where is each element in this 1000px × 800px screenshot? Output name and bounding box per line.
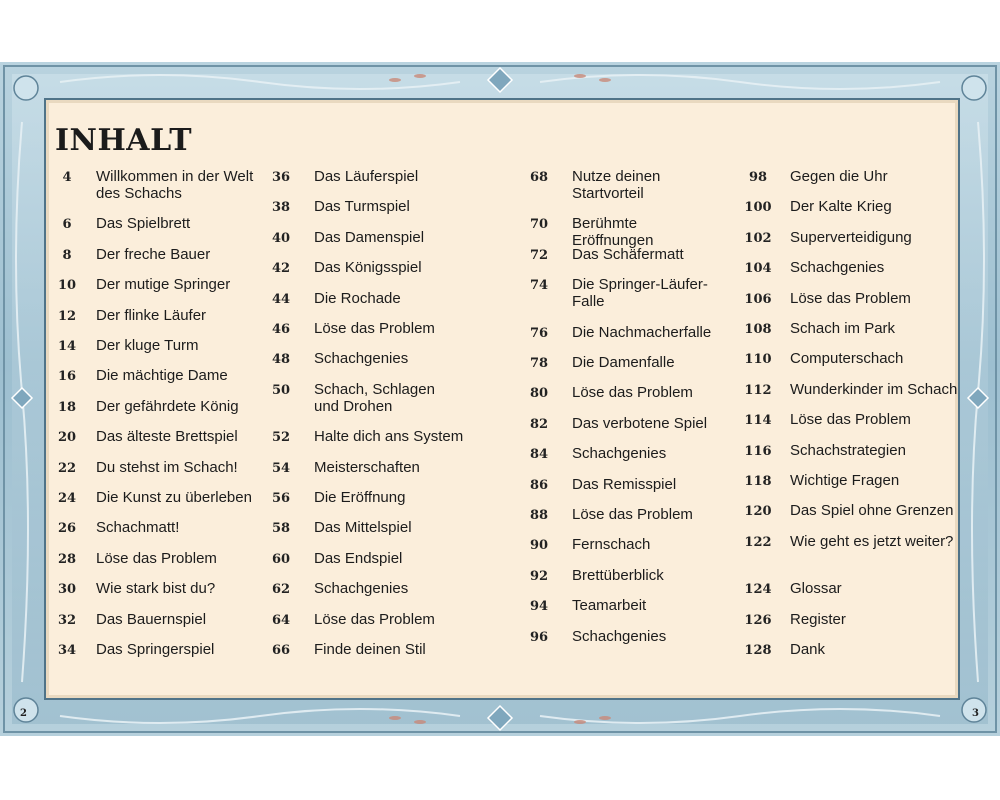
toc-entry[interactable] [270,550,464,567]
toc-entry[interactable] [744,168,960,185]
toc-entry-title: Brettüberblick [572,566,664,584]
toc-entry[interactable] [54,168,256,202]
toc-entry-title: Der mutige Springer [96,276,231,294]
toc-entry[interactable] [528,384,722,401]
toc-entry-title: Löse das Problem [314,610,435,628]
toc-page-number: 114 [744,413,772,429]
toc-page-number: 12 [57,308,77,324]
toc-page-number: 96 [529,629,549,645]
toc-entry[interactable] [528,246,722,263]
toc-page-number: 24 [57,491,77,506]
toc-entry-title: Das Königsspiel [314,259,422,277]
toc-entry-title: Superverteidigung [790,228,912,246]
toc-entry[interactable] [54,276,256,293]
toc-entry-title: Die Damenfalle [572,354,675,371]
toc-page-number: 62 [271,582,291,598]
toc-entry[interactable] [54,307,256,324]
toc-entry-title: Teamarbeit [572,597,647,615]
toc-entry-title: Das Damenspiel [314,228,425,246]
toc-entry[interactable] [270,290,464,307]
toc-page-number: 80 [529,386,549,402]
toc-entry[interactable] [528,415,722,432]
toc-entry-title: Die Nachmacherfalle [572,323,712,341]
toc-entry[interactable] [54,519,256,536]
toc-entry[interactable] [270,428,464,445]
toc-entry-title: Löse das Problem [790,289,911,307]
toc-entry-title: Der Kalte Krieg [790,198,892,216]
toc-entry[interactable] [528,324,722,341]
toc-page-number: 36 [271,170,291,185]
toc-page-number: 72 [529,247,549,263]
toc-entry-title: Meisterschaften [314,458,420,476]
toc-entry[interactable] [270,381,464,415]
toc-entry-title: Schach im Park [790,320,896,337]
toc-entry-title: Das Endspiel [314,549,403,567]
toc-entry[interactable] [744,502,960,519]
toc-entry[interactable] [270,519,464,536]
toc-entry[interactable] [528,168,722,202]
toc-entry[interactable] [528,628,722,645]
toc-entry[interactable] [744,259,960,276]
toc-entry[interactable] [54,246,256,263]
toc-page-number: 116 [744,443,772,459]
toc-entry[interactable] [744,320,960,337]
toc-entry[interactable] [54,398,256,415]
toc-entry[interactable] [744,580,960,597]
toc-entry-title: Das Läuferspiel [314,168,419,185]
toc-page-number: 58 [271,521,291,537]
toc-page-number: 104 [744,261,772,277]
toc-entry-title: Berühmte Eröffnungen [572,215,654,250]
toc-page-number: 18 [57,399,77,415]
toc-entry[interactable] [744,411,960,428]
toc-entry-title: Gegen die Uhr [790,168,888,185]
toc-page-number: 54 [271,460,291,476]
toc-page-number: 124 [744,582,772,598]
toc-entry-title: Löse das Problem [314,320,435,337]
toc-entry[interactable] [270,229,464,246]
toc-entry[interactable] [270,580,464,597]
toc-entry-title: Das Spielbrett [96,215,191,233]
toc-entry-title: Das Springerspiel [96,641,215,658]
toc-page-number: 44 [271,291,291,307]
toc-page-number: 26 [57,521,77,537]
toc-entry-title: Der kluge Turm [96,337,199,354]
toc-entry[interactable] [54,337,256,354]
toc-entry-title: Computerschach [790,350,904,368]
toc-entry[interactable] [270,198,464,215]
toc-entry-title: Dank [790,641,826,658]
toc-entry[interactable] [270,168,464,185]
toc-entry-title: Schachstrategien [790,441,906,459]
toc-entry-title: Wichtige Fragen [790,472,900,489]
toc-page-number: 88 [529,508,549,523]
toc-entry[interactable] [270,259,464,276]
toc-entry-title: Schachmatt! [96,519,180,537]
toc-page-number: 32 [57,612,77,628]
toc-entry-title: Löse das Problem [96,549,217,567]
toc-page-number: 76 [529,325,549,341]
toc-entry[interactable] [270,611,464,628]
toc-entry-title: Der freche Bauer [96,245,211,263]
toc-entry[interactable] [270,459,464,476]
toc-entry-title: Nutze deinen Startvorteil [572,168,661,202]
toc-entry[interactable] [54,611,256,628]
right-page-number: 3 [972,708,979,719]
toc-entry-title: Die mächtige Dame [96,367,228,385]
toc-entry[interactable] [528,215,722,249]
toc-entry[interactable] [744,290,960,307]
toc-entry[interactable] [744,198,960,215]
toc-entry[interactable] [528,476,722,493]
toc-entry[interactable] [54,367,256,384]
toc-page-number: 68 [529,170,549,185]
toc-entry[interactable] [54,550,256,567]
toc-entry-title: Der gefährdete König [96,397,239,415]
toc-entry-title: Das älteste Brettspiel [96,428,238,446]
toc-page-number: 128 [744,643,772,658]
toc-page-number: 42 [271,261,291,277]
toc-page-number: 6 [62,217,72,233]
toc-entry-title: Fernschach [572,536,651,554]
toc-entry-title: Das Turmspiel [314,198,410,216]
toc-page-number: 46 [271,322,291,337]
toc-entry-title: Schach, Schlagen und Drohen [314,380,435,415]
toc-entry[interactable] [528,354,722,371]
toc-entry[interactable] [54,215,256,232]
left-page-number: 2 [20,708,27,719]
toc-page-number: 66 [271,643,291,658]
toc-entry-title: Die Kunst zu überleben [96,489,252,506]
toc-entry-title: Das Bauernspiel [96,610,207,628]
toc-entry-title: Schachgenies [572,627,667,645]
toc-page-number: 82 [529,416,549,432]
toc-entry-title: Schachgenies [314,580,409,598]
toc-page-number: 64 [271,612,291,628]
toc-page-number: 112 [744,382,772,398]
toc-entry[interactable] [54,580,256,597]
toc-entry-title: Du stehst im Schach! [96,458,238,476]
toc-entry-title: Glossar [790,580,842,598]
toc-page-number: 30 [57,582,77,598]
toc-entry[interactable] [744,472,960,489]
toc-entry[interactable] [54,489,256,506]
toc-entry-title: Schachgenies [314,350,409,368]
toc-page-number: 126 [744,612,772,628]
toc-entry-title: Löse das Problem [572,384,693,402]
toc-page-number: 40 [271,230,291,246]
toc-entry[interactable] [528,567,722,584]
toc-page-number: 20 [57,430,77,446]
toc-entry[interactable] [744,533,960,550]
toc-entry[interactable] [528,276,722,310]
toc-entry-title: Das Mittelspiel [314,519,412,537]
toc-entry-title: Die Rochade [314,289,401,307]
toc-entry[interactable] [54,428,256,445]
toc-page-number: 78 [529,356,549,371]
toc-page-number: 38 [271,200,291,216]
toc-entry-title: Halte dich ans System [314,428,464,446]
toc-page-number: 52 [271,430,291,446]
page-title: INHALT [55,123,193,158]
toc-page-number: 120 [744,504,772,520]
toc-entry[interactable] [744,350,960,367]
toc-entry[interactable] [270,320,464,337]
toc-page-number: 100 [744,200,772,216]
toc-page-number: 108 [744,322,772,337]
toc-page-number: 118 [744,474,772,489]
toc-page-number: 50 [271,382,291,398]
toc-page-number: 56 [271,491,291,506]
toc-page-number: 60 [271,551,291,567]
toc-page-number: 16 [57,369,77,385]
toc-page-number: 14 [57,339,77,354]
toc-page-number: 8 [62,247,72,263]
toc-entry-title: Finde deinen Stil [314,641,426,658]
toc-page-number: 94 [529,599,549,615]
toc-page-number: 110 [744,352,772,368]
toc-page-number: 4 [62,170,72,185]
toc-entry[interactable] [744,641,960,658]
toc-entry-title: Wunderkinder im Schach [790,380,958,398]
toc-entry-title: Die Springer-Läufer-Falle [572,276,708,311]
toc-page-number: 48 [271,352,291,368]
toc-entry[interactable] [528,445,722,462]
toc-entry-title: Löse das Problem [790,411,911,429]
toc-entry[interactable] [744,442,960,459]
toc-entry[interactable] [744,381,960,398]
toc-entry[interactable] [744,229,960,246]
toc-page-number: 122 [744,534,772,550]
toc-entry[interactable] [528,506,722,523]
toc-entry-title: Wie geht es jetzt weiter? [790,532,954,550]
toc-entry-title: Das Remisspiel [572,475,677,493]
toc-entry-title: Das Schäfermatt [572,245,684,263]
toc-entry-title: Der flinke Läufer [96,306,207,324]
toc-entry-title: Schachgenies [790,259,885,277]
toc-page-number: 102 [744,230,772,246]
toc-entry[interactable] [54,641,256,658]
toc-page-number: 34 [57,643,77,658]
toc-entry[interactable] [270,489,464,506]
toc-entry[interactable] [528,536,722,553]
toc-entry-title: Das Spiel ohne Grenzen [790,502,954,520]
toc-entry-title: Willkommen in der Welt des Schachs [96,168,254,202]
toc-entry[interactable] [744,611,960,628]
toc-entry-title: Schachgenies [572,445,667,463]
toc-entry-title: Löse das Problem [572,506,693,523]
toc-entry-title: Das verbotene Spiel [572,414,708,432]
toc-page-number: 22 [57,460,77,476]
toc-page-number: 74 [529,278,549,294]
toc-entry[interactable] [528,597,722,614]
toc-page-number: 70 [529,217,549,233]
toc-page-number: 10 [57,278,77,294]
toc-page-number: 98 [748,170,768,185]
toc-page-number: 86 [529,477,549,493]
toc-entry[interactable] [270,641,464,658]
toc-page-number: 106 [744,291,772,307]
toc-entry-title: Die Eröffnung [314,489,406,506]
toc-page-number: 84 [529,447,549,463]
toc-page-number: 90 [529,538,549,554]
toc-entry[interactable] [270,350,464,367]
toc-page-number: 28 [57,551,77,567]
toc-entry[interactable] [54,459,256,476]
toc-entry-title: Register [790,610,846,628]
toc-page-number: 92 [529,568,549,584]
toc-entry-title: Wie stark bist du? [96,580,216,598]
